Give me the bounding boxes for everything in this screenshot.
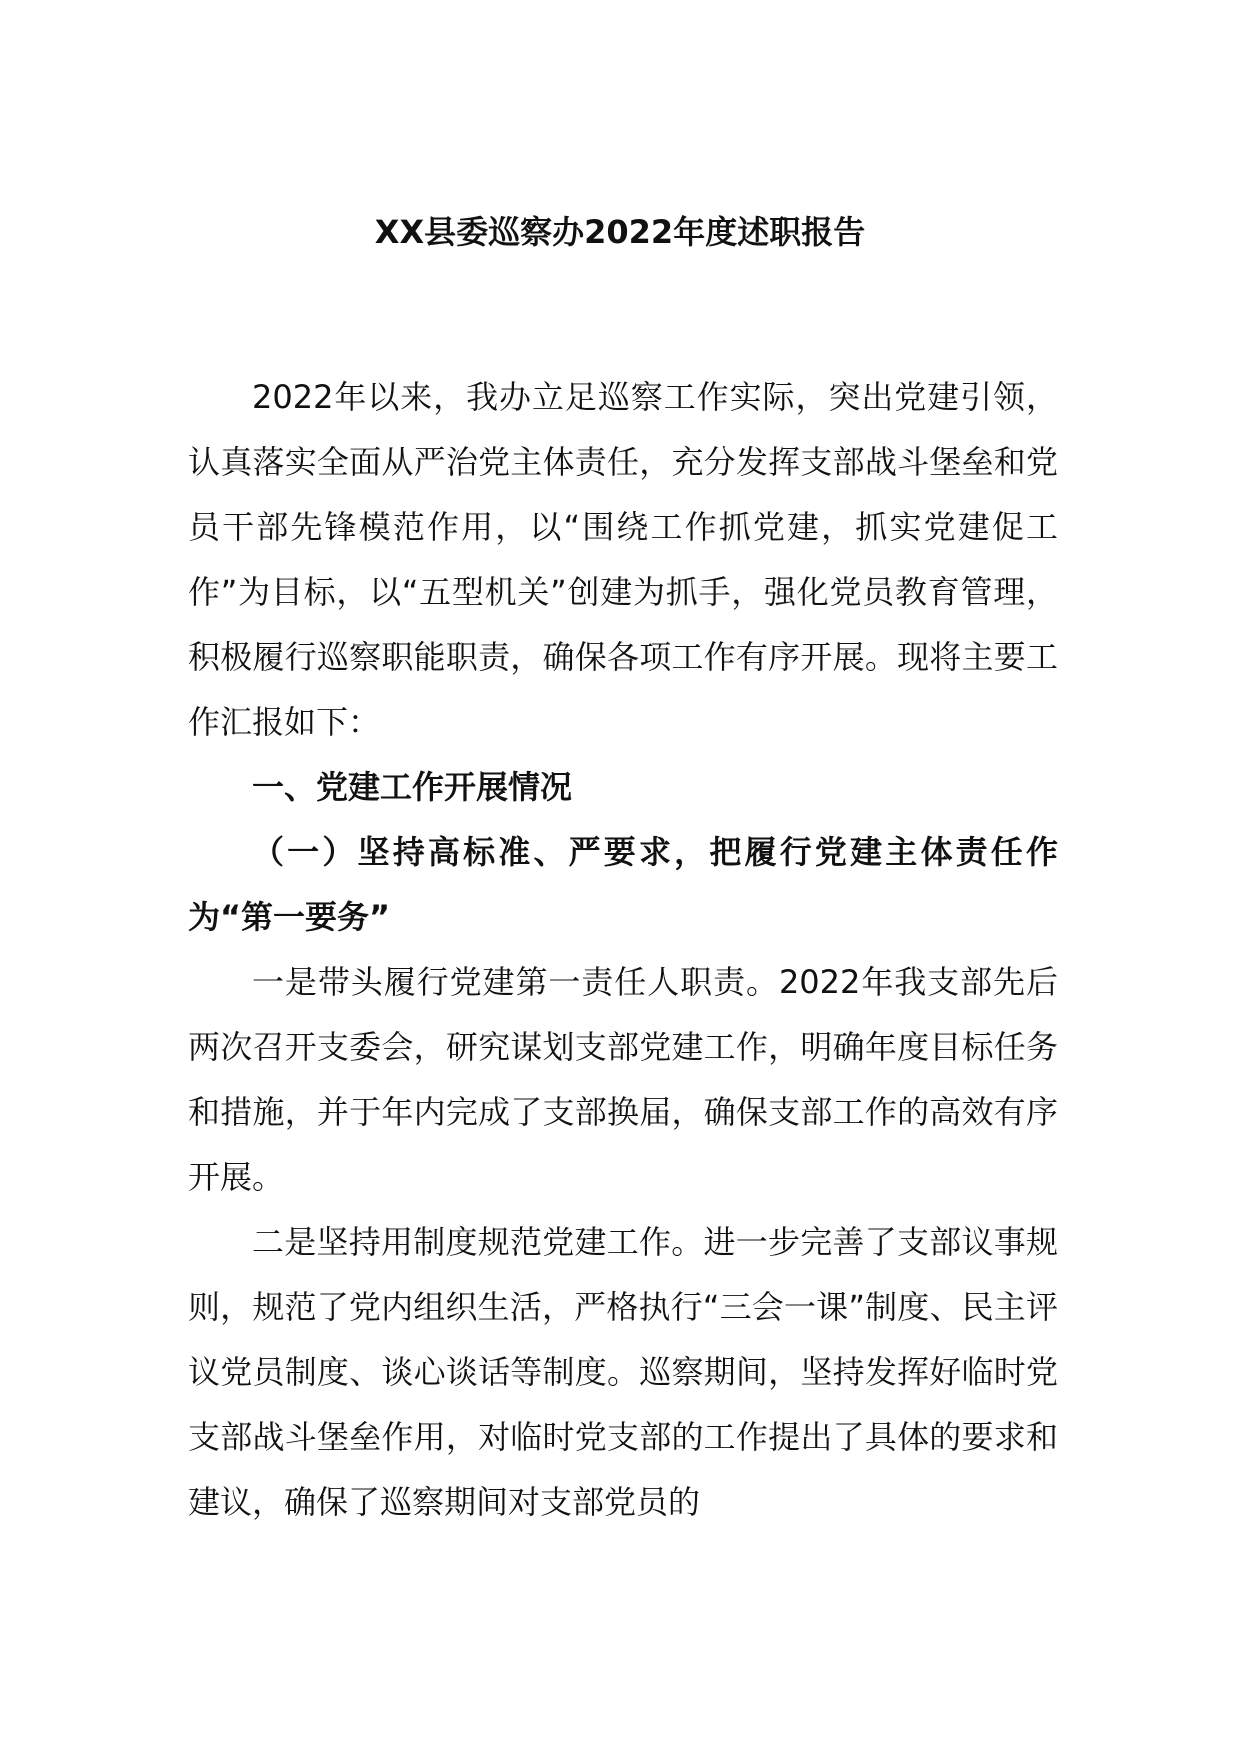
paragraph-1: 一是带头履行党建第一责任人职责。2022年我支部先后两次召开支委会，研究谋划支部党建工作，明确年度目标任务和措施，并于年内完成了支部换届，确保支部工作的高效有序开展。 [188, 963, 1058, 1196]
document-body [188, 365, 1058, 1535]
document-title: XX县委巡察办2022年度述职报告 [374, 213, 866, 251]
subsection-heading: （一）坚持高标准、严要求，把履行党建主体责任作为“第一要务” [188, 833, 1058, 936]
paragraph-2: 二是坚持用制度规范党建工作。进一步完善了支部议事规则，规范了党内组织生活，严格执行“三会一课”制度、民主评议党员制度、谈心谈话等制度。巡察期间，坚持发挥好临时党支部战斗堡垒作用，对临时党支部的工作提出了具体的要求和建议，确保了巡察期间对支部党员的 [188, 1223, 1058, 1521]
intro-paragraph: 2022年以来，我办立足巡察工作实际，突出党建引领，认真落实全面从严治党主体责任，充分发挥支部战斗堡垒和党员干部先锋模范作用，以“围绕工作抓党建，抓实党建促工作”为目标，以“五型机关”创建为抓手，强化党员教育管理，积极履行巡察职能职责，确保各项工作有序开展。现将主要工作汇报如下： [188, 378, 1058, 741]
section-heading: 一、党建工作开展情况 [252, 768, 573, 806]
